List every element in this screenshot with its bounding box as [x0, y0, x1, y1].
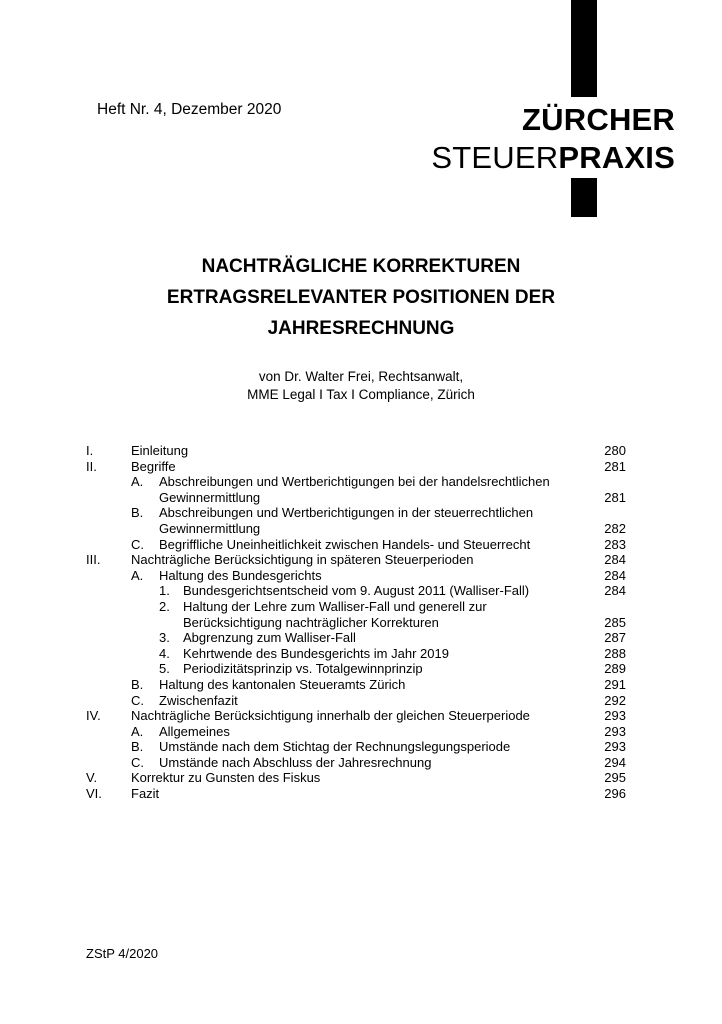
toc-text: Haltung des Bundesgerichts	[159, 567, 322, 583]
author-line: MME Legal I Tax I Compliance, Zürich	[247, 387, 475, 402]
toc-page: 292	[604, 692, 626, 708]
brand-line-1: ZÜRCHER	[522, 102, 675, 137]
toc-entry[interactable]	[86, 615, 626, 631]
toc-text: Bundesgerichtsentscheid vom 9. August 2011 (Walliser-Fall)	[183, 583, 530, 599]
toc-page: 284	[604, 552, 626, 568]
toc-entry[interactable]	[86, 490, 626, 506]
toc-entry[interactable]	[86, 786, 626, 802]
toc-entry[interactable]	[86, 521, 626, 537]
toc-page: 285	[604, 614, 626, 630]
toc-page: 294	[604, 754, 626, 770]
toc-page: 287	[604, 630, 626, 646]
toc-page: 284	[604, 583, 626, 599]
brand-bar-top	[571, 0, 597, 97]
table-of-contents	[86, 443, 626, 802]
toc-number: 1.	[159, 583, 170, 599]
toc-entry[interactable]	[86, 724, 626, 740]
toc-number: 2.	[159, 598, 170, 614]
toc-number: 3.	[159, 630, 170, 646]
toc-entry[interactable]	[86, 583, 626, 599]
toc-number: C.	[131, 754, 144, 770]
title-line: JAHRESRECHNUNG	[267, 318, 455, 339]
toc-page	[586, 474, 626, 490]
journal-brand	[431, 104, 675, 173]
toc-number	[131, 521, 159, 537]
toc-entry[interactable]	[86, 474, 626, 490]
toc-entry[interactable]	[86, 552, 626, 568]
toc-number: B.	[131, 739, 144, 755]
toc-page: 293	[604, 723, 626, 739]
toc-number	[159, 615, 183, 631]
toc-text: Allgemeines	[159, 723, 230, 739]
toc-text: Nachträgliche Berücksichtigung innerhalb der gleichen Steuerperiode	[131, 708, 530, 724]
toc-entry[interactable]	[86, 443, 626, 459]
toc-text: Begriffliche Uneinheitlichkeit zwischen Handels- und Steuerrecht	[159, 536, 531, 552]
toc-text: Haltung der Lehre zum Walliser-Fall und generell zur	[183, 598, 487, 614]
toc-entry[interactable]	[86, 646, 626, 662]
toc-page: 281	[604, 489, 626, 505]
toc-number: III.	[86, 552, 101, 568]
toc-number: C.	[131, 536, 144, 552]
toc-entry[interactable]	[86, 537, 626, 553]
toc-text: Abgrenzung zum Walliser-Fall	[183, 630, 356, 646]
toc-number: V.	[86, 770, 98, 786]
toc-number: 5.	[159, 661, 170, 677]
toc-entry[interactable]	[86, 693, 626, 709]
toc-page: 288	[604, 645, 626, 661]
toc-entry[interactable]	[86, 770, 626, 786]
article-author	[90, 368, 632, 404]
brand-bar-bottom	[571, 178, 597, 217]
toc-page	[586, 505, 626, 521]
toc-text: Gewinnermittlung	[159, 520, 261, 536]
toc-entry[interactable]	[86, 630, 626, 646]
toc-text: Gewinnermittlung	[159, 489, 261, 505]
brand-word-praxis: PRAXIS	[558, 140, 675, 175]
issue-label: Heft Nr. 4, Dezember 2020	[97, 101, 282, 118]
toc-text: Einleitung	[131, 443, 189, 458]
toc-page	[586, 599, 626, 615]
toc-entry[interactable]	[86, 661, 626, 677]
toc-text: Korrektur zu Gunsten des Fiskus	[131, 770, 321, 786]
toc-number: B.	[131, 505, 144, 521]
toc-entry[interactable]	[86, 677, 626, 693]
toc-page: 280	[604, 443, 626, 458]
toc-number: I.	[86, 443, 94, 458]
toc-page: 293	[604, 708, 626, 724]
toc-page: 283	[604, 536, 626, 552]
toc-page: 296	[604, 786, 626, 802]
title-line: ERTRAGSRELEVANTER POSITIONEN DER	[166, 287, 556, 308]
toc-text: Haltung des kantonalen Steueramts Zürich	[159, 676, 406, 692]
toc-page: 295	[604, 770, 626, 786]
toc-entry[interactable]	[86, 708, 626, 724]
toc-text: Fazit	[131, 786, 160, 802]
toc-entry[interactable]	[86, 599, 626, 615]
toc-text: Abschreibungen und Wertberichtigungen bei der handelsrechtlichen	[159, 474, 550, 490]
toc-page: 293	[604, 739, 626, 755]
toc-number: A.	[131, 474, 144, 490]
toc-text: Kehrtwende des Bundesgerichts im Jahr 2019	[183, 645, 449, 661]
toc-text: Begriffe	[131, 458, 176, 474]
toc-number: A.	[131, 567, 144, 583]
toc-number: 4.	[159, 645, 170, 661]
toc-page: 291	[604, 676, 626, 692]
toc-page: 289	[604, 661, 626, 677]
toc-entry[interactable]	[86, 505, 626, 521]
page-footer: ZStP 4/2020	[86, 946, 159, 961]
brand-word-steuer: STEUER	[431, 140, 559, 175]
toc-text: Umstände nach dem Stichtag der Rechnungslegungsperiode	[159, 739, 511, 755]
title-line: NACHTRÄGLICHE KORREKTUREN	[201, 256, 521, 277]
toc-number: IV.	[86, 708, 101, 724]
toc-number: II.	[86, 458, 97, 474]
toc-entry[interactable]	[86, 459, 626, 475]
toc-text: Nachträgliche Berücksichtigung in späteren Steuerperioden	[131, 552, 474, 568]
toc-text: Periodizitätsprinzip vs. Totalgewinnprinzip	[183, 661, 423, 677]
toc-number: C.	[131, 692, 144, 708]
brand-line-2	[431, 142, 675, 173]
toc-entry[interactable]	[86, 739, 626, 755]
author-line: von Dr. Walter Frei, Rechtsanwalt,	[258, 369, 464, 384]
toc-page: 284	[604, 567, 626, 583]
article-title	[90, 251, 632, 344]
toc-page: 281	[604, 458, 626, 474]
toc-entry[interactable]	[86, 755, 626, 771]
toc-text: Abschreibungen und Wertberichtigungen in der steuerrechtlichen	[159, 505, 534, 521]
toc-number: A.	[131, 723, 144, 739]
toc-text: Umstände nach Abschluss der Jahresrechnung	[159, 754, 432, 770]
toc-number: B.	[131, 676, 144, 692]
toc-number: VI.	[86, 786, 102, 802]
toc-text: Zwischenfazit	[159, 692, 238, 708]
toc-page: 282	[604, 520, 626, 536]
toc-text: Berücksichtigung nachträglicher Korrekturen	[183, 614, 439, 630]
toc-number	[131, 490, 159, 506]
toc-entry[interactable]	[86, 568, 626, 584]
